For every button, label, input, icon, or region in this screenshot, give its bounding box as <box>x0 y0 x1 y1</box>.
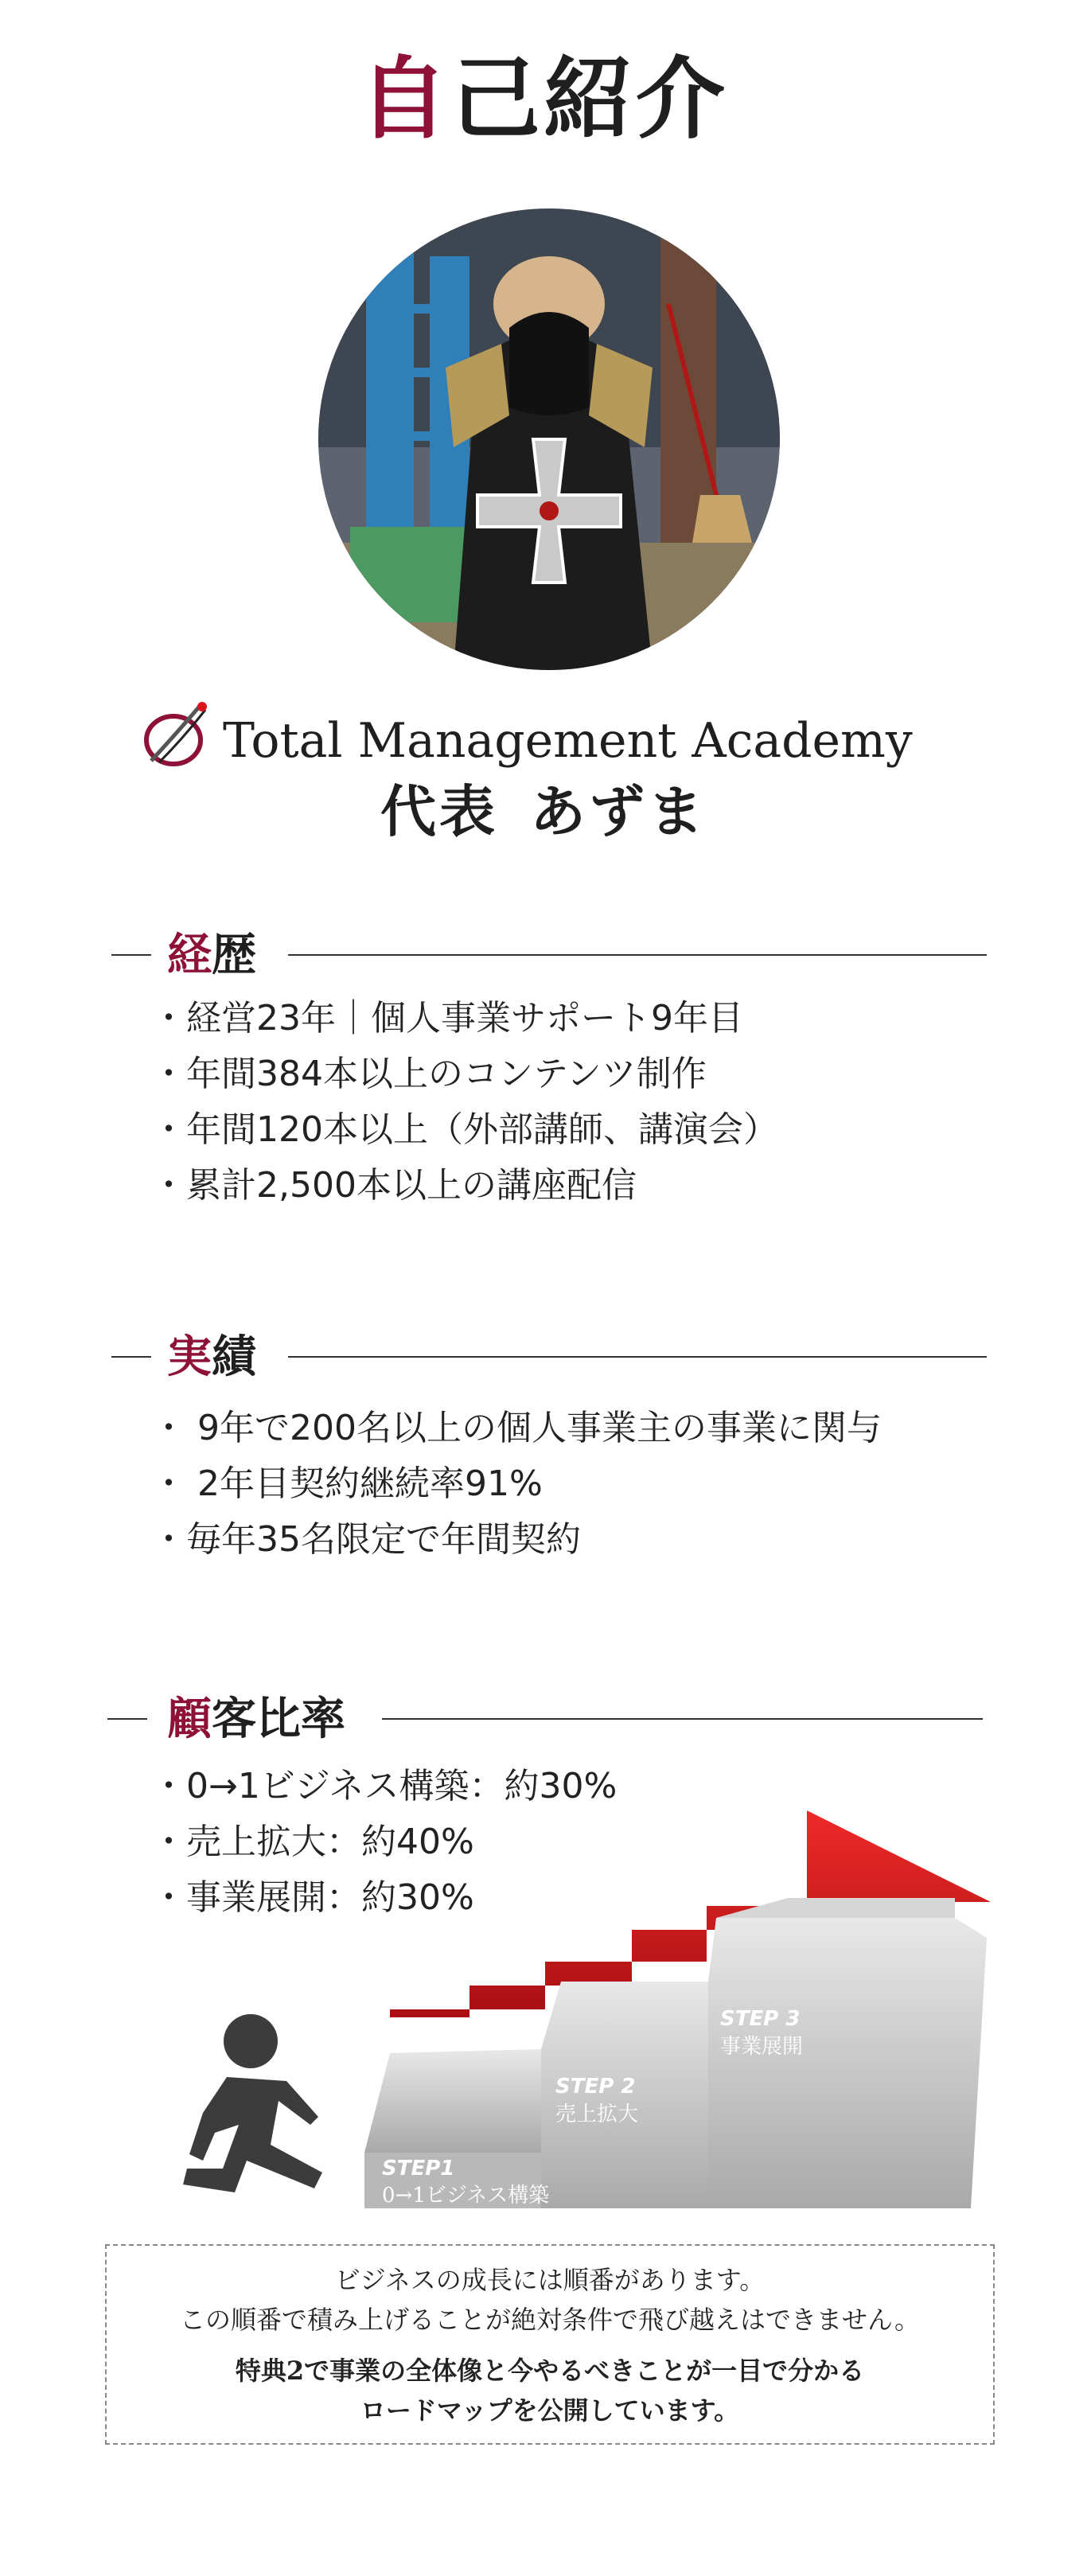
step1-label: 0→1ビジネス構築 <box>382 2184 550 2208</box>
list-item: ・年間120本以上（外部講師、講演会） <box>151 1109 778 1150</box>
representative-name: あずま <box>530 778 707 844</box>
career-heading-rest: 歴 <box>212 929 256 981</box>
company-name: Total Management Academy <box>223 713 913 769</box>
heading-dash <box>107 1718 147 1720</box>
list-item: ・0→1ビジネス構築：約30% <box>151 1766 618 1806</box>
info-line: ロードマップを公開しています。 <box>360 2395 740 2426</box>
list-item: ・売上拡大：約40% <box>151 1822 474 1862</box>
list-item: ・経営23年｜個人事業サポート9年目 <box>151 998 743 1039</box>
title-accent: 自 <box>359 47 451 151</box>
achievements-heading-accent: 実 <box>167 1331 212 1383</box>
step3-title: STEP 3 <box>720 2007 801 2031</box>
heading-rule <box>382 1718 983 1720</box>
list-item: ・ 2年目契約継続率91% <box>151 1463 543 1504</box>
list-item: ・ 9年で200名以上の個人事業主の事業に関与 <box>151 1408 882 1448</box>
list-item: ・累計2,500本以上の講座配信 <box>151 1165 637 1206</box>
career-heading-label <box>167 927 256 983</box>
step1-title: STEP1 <box>382 2157 455 2180</box>
title-rest: 己紹介 <box>451 47 728 151</box>
career-heading <box>111 927 987 983</box>
list-item: ・毎年35名限定で年間契約 <box>151 1519 581 1560</box>
heading-rule <box>288 1356 987 1358</box>
step3-label: 事業展開 <box>720 2035 804 2059</box>
heading-rule <box>288 954 987 956</box>
roadmap-info-box <box>105 2244 995 2445</box>
list-item: ・事業展開：約30% <box>151 1877 474 1918</box>
representative-line <box>0 776 1087 848</box>
profile-photo-illustration <box>318 208 780 670</box>
career-list <box>151 991 778 1214</box>
representative-role: 代表 <box>380 778 498 844</box>
growth-steps-illustration <box>159 1810 1019 2232</box>
info-line: ビジネスの成長には順番があります。 <box>334 2265 766 2295</box>
list-item: ・年間384本以上のコンテンツ制作 <box>151 1054 707 1094</box>
step2-title: STEP 2 <box>555 2075 636 2099</box>
heading-dash <box>111 1356 151 1358</box>
company-logo-icon <box>135 699 215 772</box>
running-person-icon <box>183 2014 322 2192</box>
info-line: この順番で積み上げることが絶対条件で飛び越えはできません。 <box>180 2305 920 2335</box>
customers-heading-accent: 顧 <box>167 1693 212 1745</box>
step2-label: 売上拡大 <box>555 2102 639 2126</box>
customers-heading-label <box>167 1691 345 1747</box>
achievements-heading-rest: 績 <box>212 1331 256 1383</box>
career-heading-accent: 経 <box>167 929 212 981</box>
profile-photo <box>318 208 780 670</box>
info-line: 特典2で事業の全体像と今やるべきことが一目で分かる <box>235 2356 865 2386</box>
heading-dash <box>111 954 151 956</box>
achievements-list <box>151 1401 882 1568</box>
company-logo-row <box>0 699 1087 772</box>
customers-heading-rest: 客比率 <box>212 1693 345 1745</box>
customers-heading <box>107 1691 983 1747</box>
page-title <box>0 44 1087 155</box>
achievements-heading <box>111 1329 987 1385</box>
achievements-heading-label <box>167 1329 256 1385</box>
